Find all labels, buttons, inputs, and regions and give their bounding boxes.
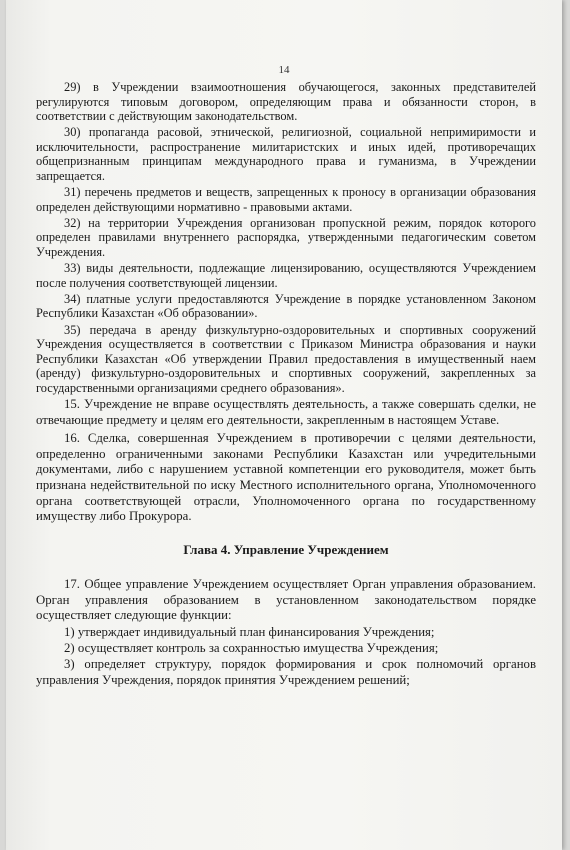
paragraph-35: 35) передача в аренду физкультурно-оздоровительных и спортивных сооружений Учреждения осуществляется в соответствии с Приказом Министра образования и науки Республики Казахстан «Об утверждении Правил предоставления в имущественный наем (аренду) физкультурно-оздоровительных и спортивных сооружений, закрепленных за государственными организациями среднего образования».: [36, 322, 536, 395]
paragraph-17-item-3: 3) определяет структуру, порядок формирования и срок полномочий органов управления Учреждения, порядок принятия Учреждением решений;: [36, 657, 536, 687]
paragraph-34: 34) платные услуги предоставляются Учреждение в порядке установленном Законом Республики Казахстан «Об образовании».: [36, 291, 536, 321]
paragraph-16: 16. Сделка, совершенная Учреждением в противоречии с целями деятельности, определенно ограниченными законами Республики Казахстан или учредительными документами, либо с нарушением уставной компетенции его руководителя, может быть признана недействительной по иску Местного исполнительного органа, Уполномоченного органа соответствующей отрасли, Уполномоченного органа по государственному имуществу либо Прокурора.: [36, 431, 536, 524]
page-number: 14: [278, 64, 290, 76]
chapter-title: Глава 4. Управление Учреждением: [183, 541, 389, 557]
paragraph-32: 32) на территории Учреждения организован пропускной режим, порядок которого определен правилами внутреннего распорядка, утвержденными педагогическим советом Учреждения.: [36, 215, 536, 260]
paragraph-31: 31) перечень предметов и веществ, запрещенных к проносу в организации образования определен действующими нормативно - правовыми актами.: [36, 185, 536, 214]
paragraph-17-item-1: 1) утверждает индивидуальный план финансирования Учреждения;: [64, 624, 435, 639]
paragraph-33: 33) виды деятельности, подлежащие лицензированию, осуществляются Учреждением после получения соответствующей лицензии.: [36, 261, 536, 290]
document-page: [6, 0, 562, 850]
document-body: [36, 80, 536, 689]
paragraph-17-item-2: 2) осуществляет контроль за сохранностью имущества Учреждения;: [64, 640, 439, 655]
paragraph-29: 29) в Учреждении взаимоотношения обучающегося, законных представителей регулируются типовым договором, определяющим права и обязанности сторон, в соответствии с действующим законодательством.: [36, 80, 536, 124]
paragraph-17-intro: 17. Общее управление Учреждением осуществляет Орган управления образованием. Орган управления образованием в установленном законодательством порядке осуществляет следующие функции:: [36, 577, 536, 623]
paragraph-30: 30) пропаганда расовой, этнической, религиозной, социальной непримиримости и исключительности, распространение милитаристских и иных идей, противоречащих общепризнанным принципам международного права и гуманизма, в Учреждении запрещается.: [36, 125, 536, 184]
paragraph-15: 15. Учреждение не вправе осуществлять деятельность, а также совершать сделки, не отвечающие предмету и целям его деятельности, закрепленным в настоящем Уставе.: [36, 396, 536, 427]
